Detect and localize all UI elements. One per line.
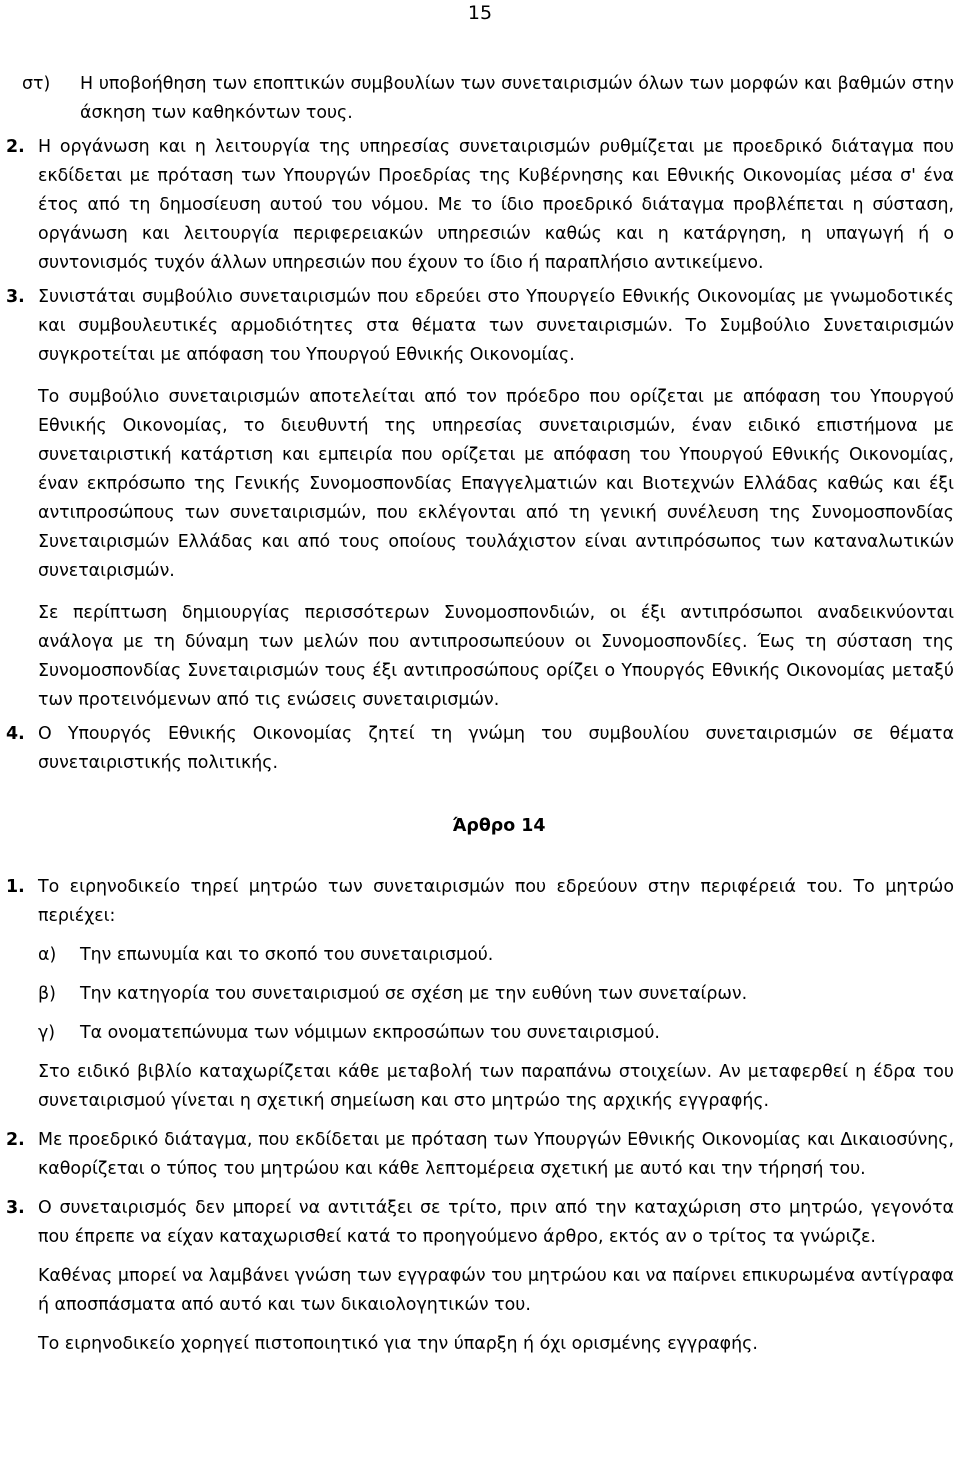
item-c-text: Τα ονοματεπώνυμα των νόμιμων εκπροσώπων του συνεταιρισμού. — [80, 1023, 660, 1043]
paragraph-2-marker: 2. — [6, 137, 25, 157]
article-paragraph-1-text: Το ειρηνοδικείο τηρεί μητρώο των συνεταιρισμών που εδρεύουν στην περιφέρειά του. Το μητρώο περιέχει: — [38, 877, 954, 926]
paragraph-2 — [0, 133, 960, 278]
article-paragraph-1-item-a — [0, 941, 960, 970]
article-title: Άρθρο 14 — [452, 816, 546, 836]
article-paragraph-1-item-b — [0, 980, 960, 1009]
paragraph-3 — [0, 283, 960, 370]
article-paragraph-1-marker: 1. — [6, 877, 25, 897]
item-b-text: Την κατηγορία του συνεταιρισμού σε σχέση με την ευθύνη των συνεταίρων. — [80, 984, 748, 1004]
item-a-text: Την επωνυμία και το σκοπό του συνεταιρισμού. — [80, 945, 494, 965]
article-paragraph-1-item-c — [0, 1019, 960, 1048]
paragraph-3-confederations: Σε περίπτωση δημιουργίας περισσότερων Συνομοσπονδιών, οι έξι αντιπρόσωποι αναδεικνύονται ανάλογα με τη δύναμη των μελών που αντιπροσωπεύουν οι Συνομοσπονδίες. Έως τη σύσταση της Συνομοσπονδίας Συνεταιρισμών τους έξι αντιπροσώπους ορίζει ο Υπουργός Εθνικής Οικονομίας μεταξύ των προτεινόμενων από τις ενώσεις συνεταιρισμών. — [38, 603, 954, 710]
paragraph-3-marker: 3. — [6, 287, 25, 307]
article-paragraph-2-text: Με προεδρικό διάταγμα, που εκδίδεται με πρόταση των Υπουργών Εθνικής Οικονομίας και Δικαιοσύνης, καθορίζεται ο τύπος του μητρώου και κάθε λεπτομέρεια σχετική με αυτό και την τήρησή του. — [38, 1130, 954, 1179]
article-paragraph-2 — [0, 1126, 960, 1184]
paragraph-4-text: Ο Υπουργός Εθνικής Οικονομίας ζητεί τη γνώμη του συμβουλίου συνεταιρισμών σε θέματα συνεταιριστικής πολιτικής. — [38, 724, 954, 773]
page-number: 15 — [467, 2, 493, 24]
article-paragraph-1-registry-changes: Στο ειδικό βιβλίο καταχωρίζεται κάθε μεταβολή των παραπάνω στοιχείων. Αν μεταφερθεί η έδρα του συνεταιρισμού γίνεται η σχετική σημείωση και στο μητρώο της αρχικής εγγραφής. — [38, 1062, 954, 1111]
article-paragraph-1 — [0, 873, 960, 931]
paragraph-4-marker: 4. — [6, 724, 25, 744]
document-body — [0, 70, 960, 1359]
article-paragraph-3-access: Καθένας μπορεί να λαμβάνει γνώση των εγγραφών του μητρώου και να παίρνει επικυρωμένα αντίγραφα ή αποσπάσματα από αυτό και των δικαιολογητικών του. — [38, 1266, 954, 1315]
clause-st-marker: στ) — [22, 74, 51, 94]
paragraph-4 — [0, 720, 960, 778]
article-paragraph-3-text: Ο συνεταιρισμός δεν μπορεί να αντιτάξει σε τρίτο, πριν από την καταχώριση στο μητρώο, γεγονότα που έπρεπε να είχαν καταχωρισθεί κατά το προηγούμενο άρθρο, εκτός αν ο τρίτος τα γνώριζε. — [38, 1198, 954, 1247]
article-paragraph-2-marker: 2. — [6, 1130, 25, 1150]
paragraph-3-council-composition: Το συμβούλιο συνεταιρισμών αποτελείται από τον πρόεδρο που ορίζεται με απόφαση του Υπουργού Εθνικής Οικονομίας, το διευθυντή της υπηρεσίας συνεταιρισμών, έναν ειδικό επιστήμονα με συνεταιριστική κατάρτιση και εμπειρία που ορίζεται με απόφαση του Υπουργού Εθνικής Οικονομίας, έναν εκπρόσωπο της Γενικής Συνομοσπονδίας Επαγγελματιών και Βιοτεχνών Ελλάδας καθώς και έξι αντιπροσώπους των συνεταιρισμών, που εκλέγονται από τη γενική συνέλευση της Συνομοσπονδίας Συνεταιρισμών Ελλάδας και από τους οποίους τουλάχιστον είναι αντιπρόσωπος των καταναλωτικών συνεταιρισμών. — [38, 387, 954, 581]
clause-st-text: Η υποβοήθηση των εποπτικών συμβουλίων των συνεταιρισμών όλων των μορφών και βαθμών στην άσκηση των καθηκόντων τους. — [80, 74, 954, 123]
clause-st — [0, 70, 960, 128]
item-c-marker: γ) — [38, 1023, 56, 1043]
article-paragraph-3-marker: 3. — [6, 1198, 25, 1218]
paragraph-3-text: Συνιστάται συμβούλιο συνεταιρισμών που εδρεύει στο Υπουργείο Εθνικής Οικονομίας με γνωμοδοτικές και συμβουλευτικές αρμοδιότητες στα θέματα των συνεταιρισμών. Το Συμβούλιο Συνεταιρισμών συγκροτείται με απόφαση του Υπουργού Εθνικής Οικονομίας. — [38, 287, 954, 365]
item-a-marker: α) — [38, 945, 57, 965]
article-paragraph-3 — [0, 1194, 960, 1252]
paragraph-2-text: Η οργάνωση και η λειτουργία της υπηρεσίας συνεταιρισμών ρυθμίζεται με προεδρικό διάταγμα που εκδίδεται με πρόταση των Υπουργών Προεδρίας της Κυβέρνησης και Εθνικής Οικονομίας μέσα σ' ένα έτος από τη δημοσίευση αυτού του νόμου. Με το ίδιο προεδρικό διάταγμα προβλέπεται η σύσταση, οργάνωση και λειτουργία περιφερειακών υπηρεσιών καθώς και η κατάργηση, η υπαγωγή ή ο συντονισμός τυχόν άλλων υπηρεσιών που έχουν το ίδιο ή παραπλήσιο αντικείμενο. — [38, 137, 954, 273]
item-b-marker: β) — [38, 984, 56, 1004]
article-paragraph-3-certificate: Το ειρηνοδικείο χορηγεί πιστοποιητικό για την ύπαρξη ή όχι ορισμένης εγγραφής. — [38, 1334, 758, 1354]
